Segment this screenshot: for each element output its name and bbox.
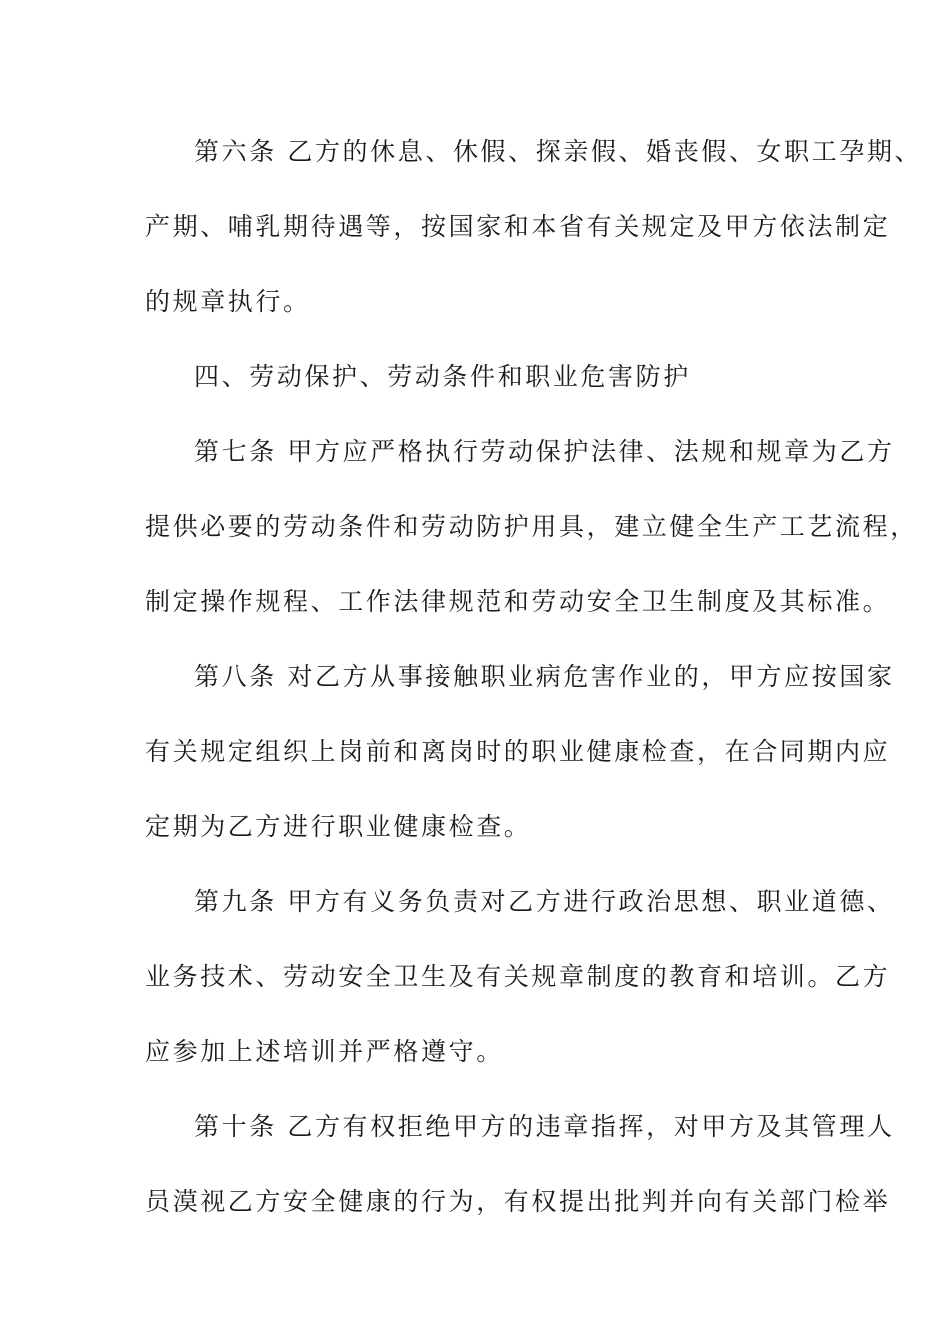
article-8-line-2: 有关规定组织上岗前和离岗时的职业健康检查，在合同期内应 (145, 737, 891, 766)
article-10-line-1: 第十条 乙方有权拒绝甲方的违章指挥，对甲方及其管理人 (194, 1112, 895, 1141)
article-7-line-2: 提供必要的劳动条件和劳动防护用具，建立健全生产工艺流程， (145, 512, 918, 541)
article-8-line-1: 第八条 对乙方从事接触职业病危害作业的，甲方应按国家 (194, 662, 895, 691)
article-6-line-2: 产期、哺乳期待遇等，按国家和本省有关规定及甲方依法制定 (145, 212, 891, 241)
article-9-line-3: 应参加上述培训并严格遵守。 (145, 1037, 504, 1066)
article-7-line-3: 制定操作规程、工作法律规范和劳动安全卫生制度及其标准。 (145, 587, 891, 616)
article-9-line-1: 第九条 甲方有义务负责对乙方进行政治思想、职业道德、 (194, 887, 895, 916)
section-4-heading: 四、劳动保护、劳动条件和职业危害防护 (194, 362, 691, 391)
article-6-line-3: 的规章执行。 (145, 287, 311, 316)
article-7-line-1: 第七条 甲方应严格执行劳动保护法律、法规和规章为乙方 (194, 437, 895, 466)
article-8-line-3: 定期为乙方进行职业健康检查。 (145, 812, 532, 841)
article-6-line-1: 第六条 乙方的休息、休假、探亲假、婚丧假、女职工孕期、 (194, 137, 923, 166)
article-9-line-2: 业务技术、劳动安全卫生及有关规章制度的教育和培训。乙方 (145, 962, 891, 991)
article-10-line-2: 员漠视乙方安全健康的行为，有权提出批判并向有关部门检举 (145, 1187, 891, 1216)
